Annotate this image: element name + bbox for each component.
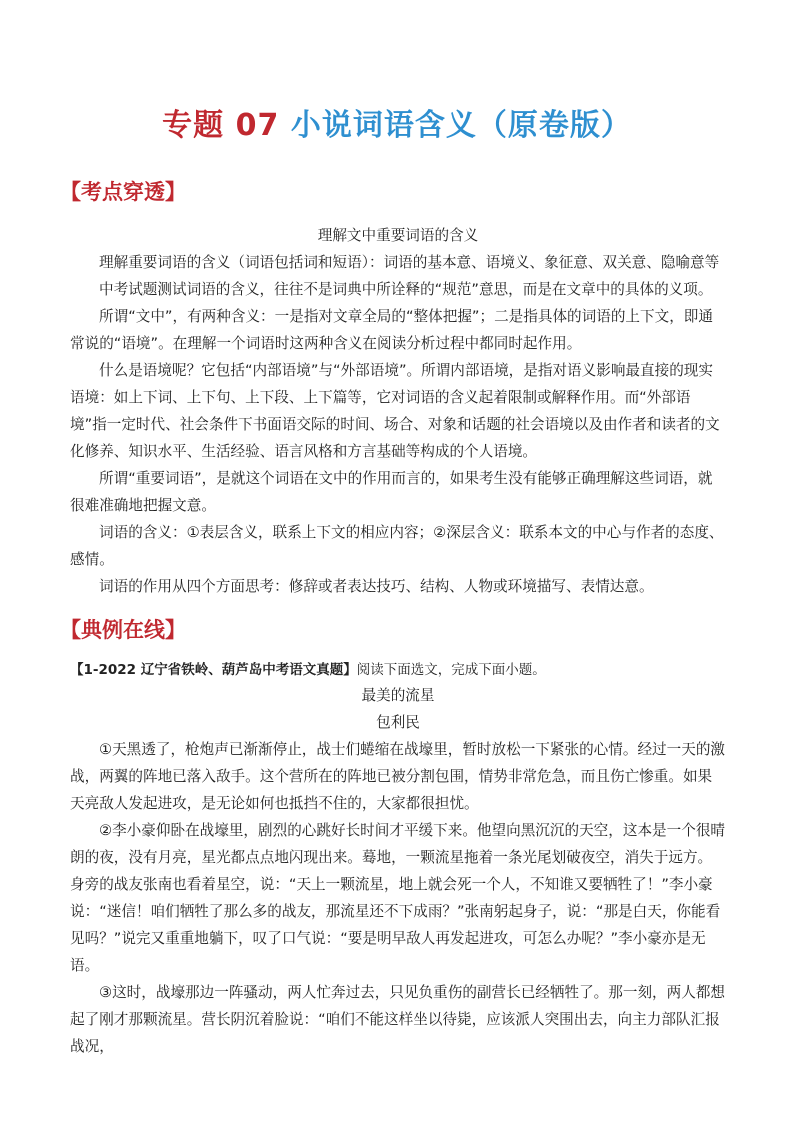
key-points-body [70, 222, 726, 600]
example-instruction: 阅读下面选文，完成下面小题。 [356, 662, 546, 678]
paragraph: 理解重要词语的含义（词语包括词和短语）：词语的基本意、语境义、象征意、双关意、隐喻意等 [99, 254, 720, 271]
story-paragraph: ②李小豪仰卧在战壕里，剧烈的心跳好长时间才平缓下来。他望向黑沉沉的天空，这本是一个很晴朗的夜，没有月亮，星光都点点地闪现出来。蓦地，一颗流星拖着一条光尾划破夜空，消失于远方。身旁的战友张南也看着星空，说：“天上一颗流星，地上就会死一个人，不知谁又要牺牲了！”李小豪说：“迷信！咱们牺牲了那么多的战友，那流星还不下成雨？”张南躬起身子，说：“那是白天，你能看见吗？”说完又重重地躺下，叹了口气说：“要是明早敌人再发起进攻，可怎么办呢？”李小豪亦是无语。 [70, 822, 726, 974]
example-body [70, 658, 726, 1060]
story-paragraph: ①天黑透了，枪炮声已渐渐停止，战士们蜷缩在战壕里，暂时放松一下紧张的心情。经过一天的激战，两翼的阵地已落入敌手。这个营所在的阵地已被分割包围，情势非常危急，而且伤亡惨重。如果天亮敌人发起进攻，是无论如何也抵挡不住的，大家都很担忧。 [70, 741, 726, 812]
title-topic-name: 小说词语含义 [290, 108, 477, 143]
paragraph: 所谓“重要词语”，是就这个词语在文中的作用而言的，如果考生没有能够正确理解这些词语，就很难准确地把握文意。 [70, 470, 713, 514]
paragraph: 什么是语境呢？它包括“内部语境”与“外部语境”。所谓内部语境，是指对语义影响最直接的现实语境：如上下词、上下句、上下段、上下篇等，它对词语的含义起着限制或解释作用。而“外部语境”指一定时代、社会条件下书面语交际的时间、场合、对象和话题的社会语境以及由作者和读者的文化修养、知识水平、生活经验、语言风格和方言基础等构成的个人语境。 [70, 362, 720, 460]
paragraph: 词语的含义：①表层含义，联系上下文的相应内容；②深层含义：联系本文的中心与作者的态度、感情。 [70, 524, 724, 568]
story-title: 最美的流星 [361, 687, 435, 704]
example-source-label: 【1-2022 辽宁省铁岭、葫芦岛中考语文真题】 [70, 662, 357, 678]
story-paragraph: ③这时，战壕那边一阵骚动，两人忙奔过去，只见负重伤的副营长已经牺牲了。那一刻，两人都想起了刚才那颗流星。营长阴沉着脸说：“咱们不能这样坐以待毙，应该派人突围出去，向主力部队汇报战况， [70, 984, 726, 1055]
story-author: 包利民 [376, 714, 420, 731]
paragraph: 所谓“文中”，有两种含义：一是指对文章全局的“整体把握”；二是指具体的词语的上下文，即通常说的“语境”。在理解一个词语时这两种含义在阅读分析过程中都同时起作用。 [70, 308, 713, 352]
example-source-line [70, 658, 726, 682]
section-heading-examples: 【典例在线】 [60, 618, 186, 642]
title-edition: （原卷版） [476, 108, 632, 143]
key-points-subtitle: 理解文中重要词语的含义 [317, 227, 479, 244]
page-title [0, 100, 794, 144]
paragraph: 中考试题测试词语的含义，往往不是词典中所诠释的“规范”意思，而是在文章中的具体的义项。 [99, 281, 713, 298]
section-heading-key-points: 【考点穿透】 [60, 180, 186, 204]
paragraph: 词语的作用从四个方面思考：修辞或者表达技巧、结构、人物或环境描写、表情达意。 [99, 578, 654, 595]
title-topic-number: 专题 07 [162, 108, 280, 143]
